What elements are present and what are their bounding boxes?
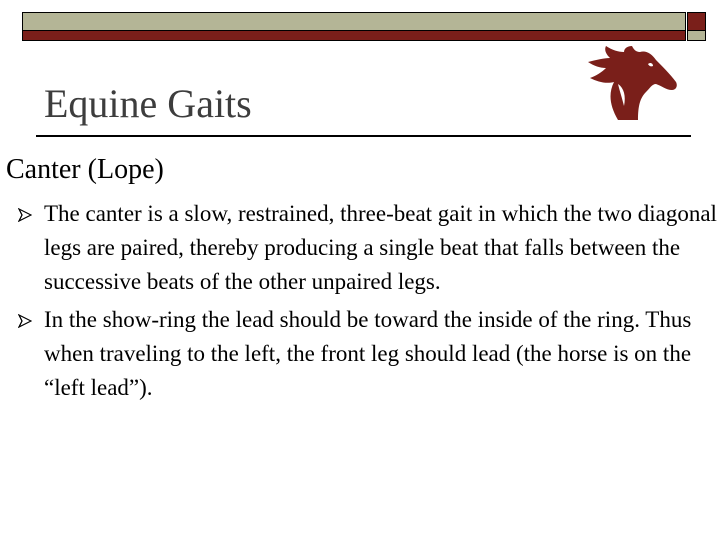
horse-head-icon (580, 44, 680, 122)
arrowhead-bullet-icon (18, 314, 32, 328)
arrowhead-bullet-icon (18, 208, 32, 222)
bullet-text: The canter is a slow, restrained, three-beat gait in which the two diagonal legs are paired, thereby producing a single beat that falls between the successive beats of the other unpaired legs. (44, 201, 717, 294)
header-square-olive (687, 30, 706, 41)
header-square-maroon (687, 12, 706, 31)
title-underline (36, 135, 691, 137)
bullet-list (6, 197, 718, 409)
header-bar-maroon (22, 30, 686, 41)
bullet-item (6, 197, 718, 299)
header-bar-olive (22, 12, 686, 31)
bullet-text: In the show-ring the lead should be toward the inside of the ring. Thus when traveling to the left, the front leg should lead (the horse is on the “left lead”). (44, 307, 692, 400)
slide-title: Equine Gaits (44, 81, 252, 126)
bullet-item (6, 303, 718, 405)
slide-subtitle: Canter (Lope) (6, 154, 164, 185)
